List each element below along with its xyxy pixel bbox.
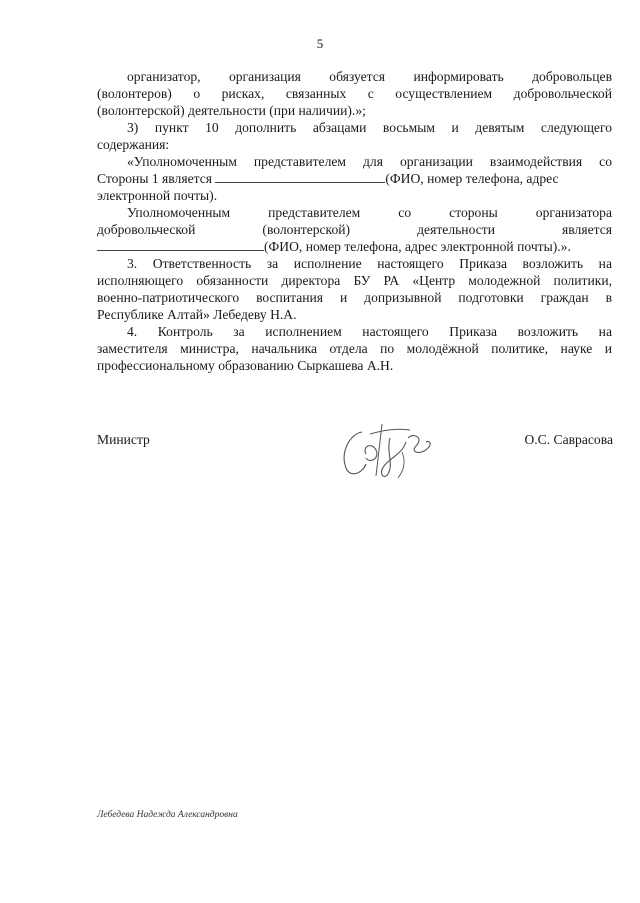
text-line [97,221,612,238]
line-text: добровольческой (волонтерской) деятельности является [97,222,612,237]
line-text: Уполномоченным представителем со стороны организатора [127,205,612,220]
line-text: профессиональному образованию Сыркашева А.Н. [97,358,394,373]
text-line [97,170,612,187]
line-text: организатор, организация обязуется информировать добровольцев [127,69,612,84]
line-text: 3) пункт 10 дополнить абзацами восьмым и девятым следующего [127,120,612,135]
handwritten-signature [332,412,437,487]
text-line [97,357,612,374]
text-line [97,136,612,153]
page-number: 5 [316,36,324,51]
text-line [97,340,612,357]
text-line [97,238,612,255]
text-line [97,187,612,204]
text-line [97,68,612,85]
text-line [97,119,612,136]
document-body [97,68,612,374]
executor-name: Лебедева Надежда Александровна [97,810,238,820]
signatory-role: Министр [97,432,150,447]
fill-in-blank [215,171,385,183]
line-text: исполняющего обязанности директора БУ РА «Центр молодежной политики, [97,273,612,288]
line-text: 3. Ответственность за исполнение настоящего Приказа возложить на [127,256,612,271]
line-text: заместителя министра, начальника отдела по молодёжной политике, науке и [97,341,612,356]
line-text: «Уполномоченным представителем для организации взаимодействия со [127,154,612,169]
line-text: Республике Алтай» Лебедеву Н.А. [97,307,297,322]
text-line [97,289,612,306]
text-line [97,204,612,221]
text-line [97,323,612,340]
text-line [97,306,612,323]
text-line [97,272,612,289]
signatory-name: О.С. Саврасова [524,432,613,447]
text-line [97,255,612,272]
line-text-after-blank: (ФИО, номер телефона, адрес электронной почты).». [264,239,571,254]
text-line [97,102,612,119]
line-text: содержания: [97,137,170,152]
fill-in-blank [97,239,264,251]
line-text: 4. Контроль за исполнением настоящего Приказа возложить на [127,324,612,339]
line-text-after-blank: (ФИО, номер телефона, адрес [385,171,559,186]
line-text: электронной почты). [97,188,218,203]
line-text: Стороны 1 является [97,171,212,186]
line-text: (волонтеров) о рисках, связанных с осуществлением добровольческой [97,86,612,101]
text-line [97,85,612,102]
line-text: (волонтерской) деятельности (при наличии).»; [97,103,366,118]
text-line [97,153,612,170]
line-text: военно-патриотического воспитания и допризывной подготовки граждан в [97,290,612,305]
